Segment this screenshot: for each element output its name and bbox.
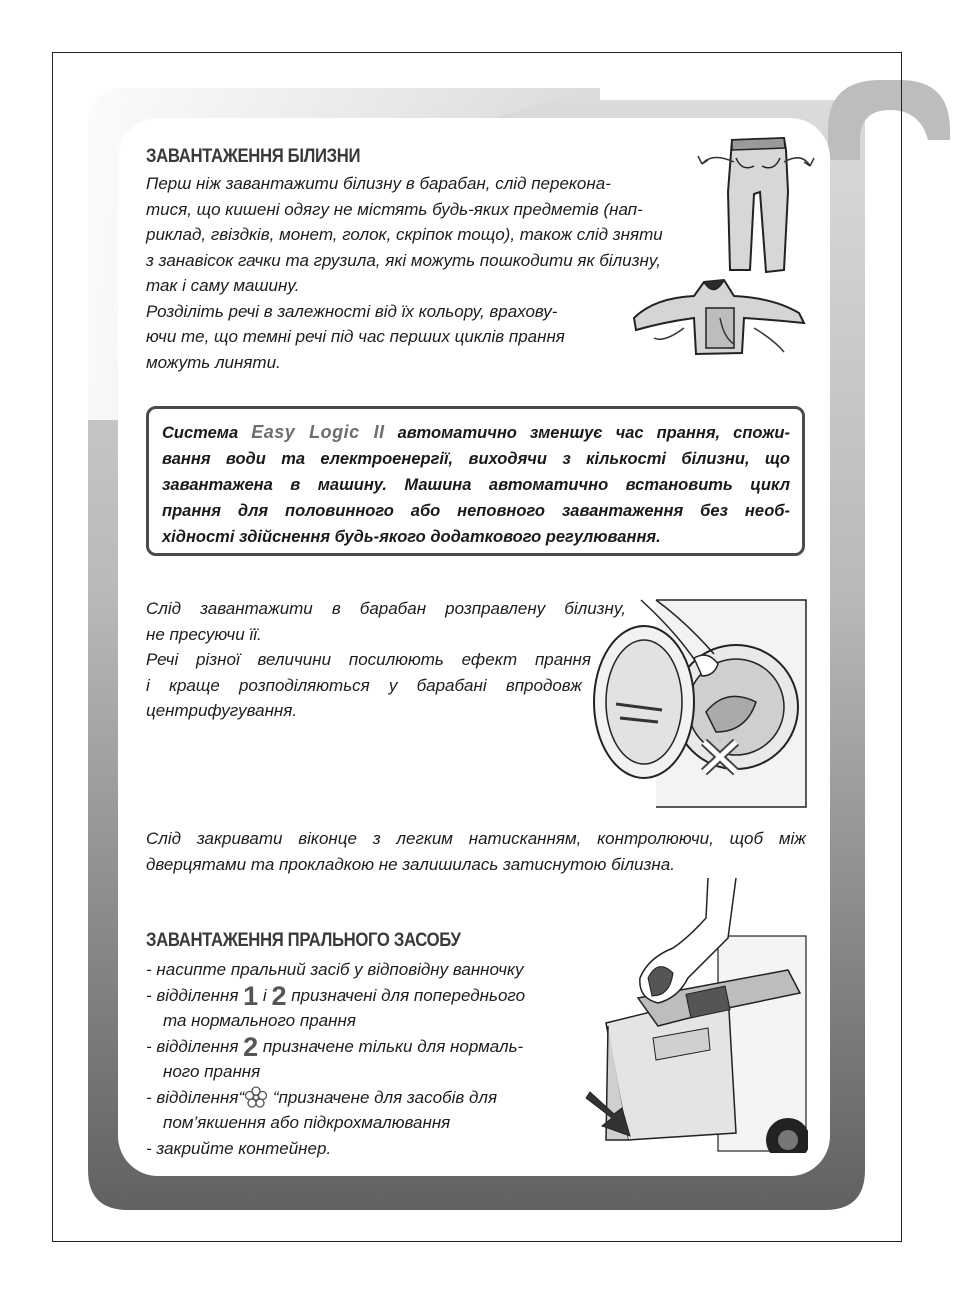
laundry-loading-heading: ЗАВАНТАЖЕННЯ БІЛИЗНИ [146, 146, 361, 167]
info-line: прання для половинного або неповного завантаження без необ- [162, 502, 790, 520]
info-line: вання води та електроенергії, виходячи з кількості білизни, що [162, 450, 790, 468]
list-item-continuation: ного прання [163, 1062, 261, 1081]
info-line: хідності здійснення будь-якого додаткового регулювання. [162, 528, 661, 546]
softener-flower-icon [244, 1086, 268, 1108]
text-line: ючи те, що темні речі під час перших циклів прання [146, 327, 565, 346]
info-line [162, 419, 790, 446]
trousers-pockets-illustration [692, 132, 817, 277]
text-line: Слід завантажити в барабан розправлену білизну, [146, 599, 626, 618]
text-line: центрифугування. [146, 701, 298, 720]
close-door-text [146, 826, 806, 877]
easy-logic-info-box [146, 406, 805, 556]
list-text: - відділення [146, 985, 244, 1005]
list-item: - насипте пральний засіб у відповідну ванночку [146, 960, 524, 979]
jacket-pockets-illustration [624, 268, 814, 358]
compartment-1-label: 1 [243, 980, 259, 1011]
text-line: так і саму машину. [146, 276, 300, 295]
laundry-loading-text [146, 171, 663, 375]
info-line: завантажена в машину. Машина автоматично встановить цикл [162, 476, 790, 494]
text-line: Речі різної величини посилюють ефект прання [146, 650, 591, 669]
detergent-drawer-illustration [578, 878, 808, 1153]
text-line: з занавісок гачки та грузила, які можуть пошкодити як білизну, [146, 250, 661, 270]
compartment-2-label: 2 [243, 1031, 259, 1062]
text-line: Розділіть речі в залежності від їх кольору, врахову- [146, 301, 558, 321]
compartment-2-label: 2 [271, 980, 287, 1011]
text-line: дверцятами та прокладкою не залишилась затиснутою білизна. [146, 854, 675, 874]
list-text: “призначене для засобів для [268, 1087, 498, 1107]
list-item [146, 980, 626, 1011]
detergent-instructions-list [146, 957, 626, 1161]
text-line: не пресуючи її. [146, 624, 262, 644]
list-text: і [258, 985, 272, 1005]
list-item-continuation: пом’якшення або підкрохмалювання [163, 1113, 451, 1132]
list-text: призначені для попереднього [286, 985, 526, 1005]
list-item-continuation: та нормального прання [163, 1011, 356, 1030]
list-text: - відділення [146, 1036, 244, 1056]
list-text: - відділення“ [146, 1087, 245, 1107]
text-line: Перш ніж завантажити білизну в барабан, слід перекона- [146, 174, 611, 193]
text-line: риклад, гвіздків, монет, голок, скріпок тощо), також слід зняти [146, 225, 663, 244]
info-prefix: Система [162, 424, 252, 442]
list-item: - закрийте контейнер. [146, 1138, 332, 1158]
list-item [146, 1031, 626, 1062]
drum-loading-text [146, 596, 626, 724]
list-text: призначене тільки для нормаль- [258, 1036, 524, 1056]
text-line: Слід закривати віконце з легким натисканням, контролюючи, щоб між [146, 829, 806, 848]
info-line-rest: автоматично зменшує час прання, спожи- [384, 424, 790, 442]
washing-machine-door-illustration [586, 592, 808, 812]
detergent-loading-heading: ЗАВАНТАЖЕННЯ ПРАЛЬНОГО ЗАСОБУ [146, 930, 461, 951]
text-line: можуть линяти. [146, 352, 281, 372]
text-line: тися, що кишені одягу не містять будь-яких предметів (нап- [146, 199, 643, 219]
easy-logic-brand: Easy Logic II [251, 422, 385, 442]
text-line: і краще розподіляються у барабані впродовж [146, 675, 582, 695]
list-item [146, 1085, 626, 1111]
